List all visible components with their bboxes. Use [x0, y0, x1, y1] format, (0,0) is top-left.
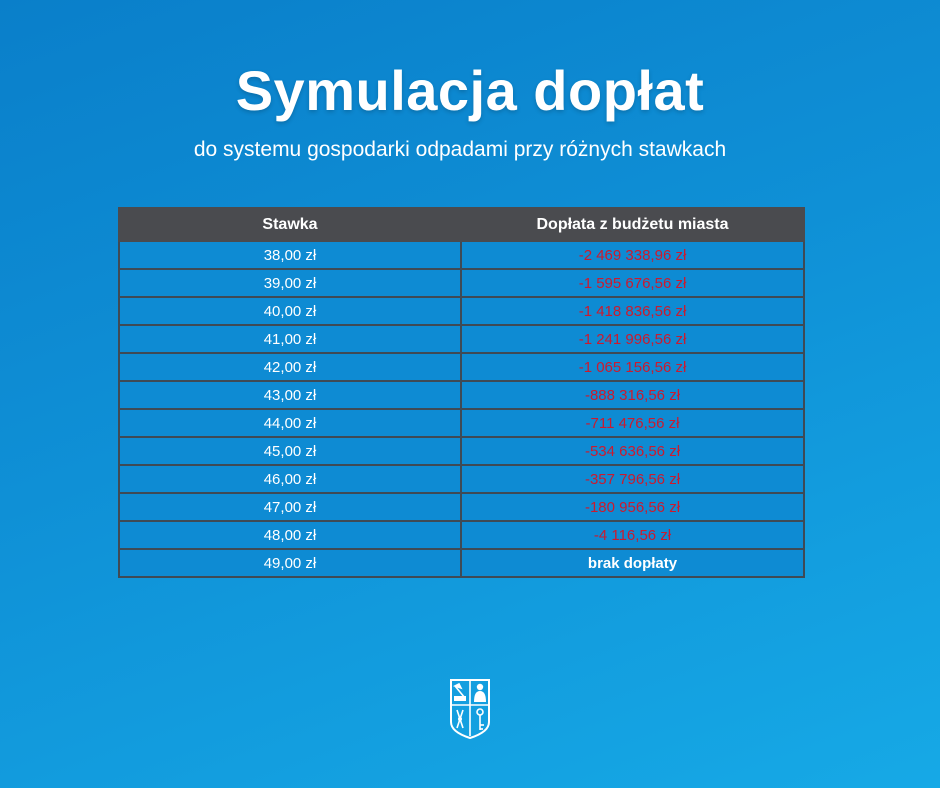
city-crest-icon	[449, 678, 491, 740]
subsidy-cell: -2 469 338,96 zł	[461, 241, 804, 269]
column-header-subsidy: Dopłata z budżetu miasta	[461, 208, 804, 241]
table-row	[119, 493, 804, 521]
rate-cell: 47,00 zł	[119, 493, 461, 521]
table-row	[119, 465, 804, 493]
rate-cell: 43,00 zł	[119, 381, 461, 409]
rate-cell: 45,00 zł	[119, 437, 461, 465]
rate-cell: 49,00 zł	[119, 549, 461, 577]
subsidy-cell: -1 595 676,56 zł	[461, 269, 804, 297]
column-header-rate: Stawka	[119, 208, 461, 241]
table-row	[119, 241, 804, 269]
table-row	[119, 325, 804, 353]
table-row	[119, 409, 804, 437]
table-row	[119, 549, 804, 577]
table-row	[119, 297, 804, 325]
subsidy-cell: -1 418 836,56 zł	[461, 297, 804, 325]
subsidy-cell: -888 316,56 zł	[461, 381, 804, 409]
table-row	[119, 381, 804, 409]
subsidy-cell: -1 241 996,56 zł	[461, 325, 804, 353]
table-row	[119, 437, 804, 465]
subsidy-cell-no-subsidy: brak dopłaty	[461, 549, 804, 577]
subsidy-cell: -534 636,56 zł	[461, 437, 804, 465]
page-subtitle: do systemu gospodarki odpadami przy różnych stawkach	[193, 138, 727, 161]
subsidy-table	[118, 207, 805, 578]
subsidy-cell: -711 476,56 zł	[461, 409, 804, 437]
table-row	[119, 269, 804, 297]
rate-cell: 39,00 zł	[119, 269, 461, 297]
rate-cell: 44,00 zł	[119, 409, 461, 437]
subsidy-cell: -1 065 156,56 zł	[461, 353, 804, 381]
table-row	[119, 353, 804, 381]
rate-cell: 38,00 zł	[119, 241, 461, 269]
rate-cell: 48,00 zł	[119, 521, 461, 549]
rate-cell: 46,00 zł	[119, 465, 461, 493]
rate-cell: 41,00 zł	[119, 325, 461, 353]
subsidy-cell: -180 956,56 zł	[461, 493, 804, 521]
subsidy-cell: -4 116,56 zł	[461, 521, 804, 549]
rate-cell: 42,00 zł	[119, 353, 461, 381]
table-row	[119, 521, 804, 549]
page-title: Symulacja dopłat	[235, 59, 705, 122]
table-header-row	[119, 208, 804, 241]
rate-cell: 40,00 zł	[119, 297, 461, 325]
subsidy-cell: -357 796,56 zł	[461, 465, 804, 493]
